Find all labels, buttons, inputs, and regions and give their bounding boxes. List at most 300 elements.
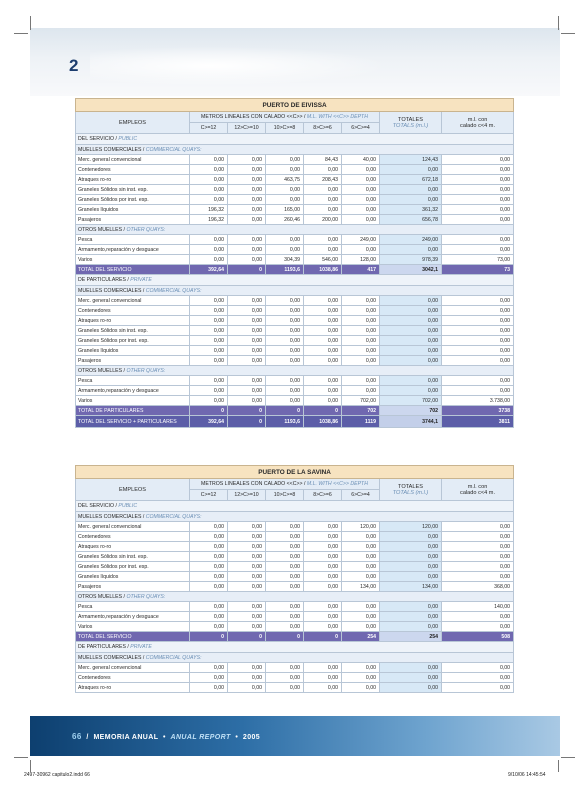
table-row [76,683,514,693]
table-cell: 0,00 [266,522,304,532]
table-row [76,376,514,386]
header-depth-c2: 12>C>=10 [228,490,266,501]
section-label [76,145,514,155]
table-cell: 140,00 [442,602,514,612]
row-label: Graneles Sólidos por inst. esp. [76,562,190,572]
header-empleos: EMPLEOS [76,112,190,134]
table-cell: 0,00 [266,296,304,306]
table-cell: 0,00 [304,673,342,683]
table-puerto-la-savina [75,465,514,693]
header-depth-c2: 12>C>=10 [228,123,266,134]
table-cell: 84,43 [304,155,342,165]
table-cell: 0,00 [442,663,514,673]
footer-title-es: MEMORIA ANUAL [93,734,159,741]
table-cell: 0,00 [266,683,304,693]
row-label: Atraques ro-ro [76,175,190,185]
table-cell: 0,00 [266,376,304,386]
header-metros [190,112,380,123]
table-cell: 208,43 [304,175,342,185]
table-cell: 0,00 [228,245,266,255]
section-label-en: PRIVATE [130,644,152,650]
table-row [76,316,514,326]
table-cell: 0,00 [442,205,514,215]
table-cell: 40,00 [342,155,380,165]
table-cell: 0,00 [304,336,342,346]
header-metros-en: M.L. WITH <<C>> DEPTH [306,114,368,120]
table-cell: 0 [228,632,266,642]
header-mlcon-1: m.l. con [467,483,488,490]
table-cell: 0,00 [342,195,380,205]
section-label [76,512,514,522]
table-cell: 0,00 [304,602,342,612]
section-label-es: MUELLES COMERCIALES / [78,146,146,153]
table-cell: 120,00 [342,522,380,532]
table-cell: 0,00 [342,346,380,356]
cell-total: 3042,1 [380,265,442,275]
section-label-es: DE PARTICULARES / [78,277,131,283]
table-cell: 0,00 [442,336,514,346]
table-cell: 0,00 [342,356,380,366]
table-cell: 0,00 [304,235,342,245]
table-cell: 0,00 [228,195,266,205]
table-cell: 0,00 [442,296,514,306]
cell-total: 656,78 [380,215,442,225]
table-cell: 0,00 [228,396,266,406]
table-cell: 0,00 [228,165,266,175]
table-cell: 165,00 [266,205,304,215]
table-cell: 0 [304,632,342,642]
table-row [76,673,514,683]
cell-total: 702 [380,406,442,416]
cell-total: 0,00 [380,195,442,205]
cell-total: 0,00 [380,336,442,346]
table-cell: 0,00 [190,622,228,632]
row-label: TOTAL DEL SERVICIO [76,265,190,275]
table-row [76,165,514,175]
table-cell: 0,00 [304,346,342,356]
row-label: Contenedores [76,673,190,683]
row-label: Pasajeros [76,582,190,592]
table-cell: 0,00 [304,195,342,205]
table-cell: 0,00 [442,376,514,386]
table-cell: 0,00 [190,572,228,582]
cell-total: 0,00 [380,356,442,366]
table-puerto-eivissa [75,98,514,428]
header-mlcon [442,112,514,134]
table-cell: 0,00 [266,612,304,622]
header-totales-en: TOTALS (m.l.) [392,122,429,129]
table-cell: 0,00 [342,673,380,683]
cell-total: 0,00 [380,673,442,683]
table-cell: 0,00 [266,663,304,673]
table-title: PUERTO DE LA SAVINA [76,466,514,479]
table-cell: 417 [342,265,380,275]
table-cell: 0,00 [442,306,514,316]
table-cell: 0,00 [266,306,304,316]
section-label [76,275,514,286]
table-cell: 0,00 [228,542,266,552]
cell-total: 0,00 [380,165,442,175]
row-label: Armamento,reparación y desguace [76,245,190,255]
cell-total: 0,00 [380,532,442,542]
section-row [76,275,514,286]
table-cell: 0,00 [266,235,304,245]
table-cell: 0,00 [304,622,342,632]
table-row [76,255,514,265]
table-cell: 0 [190,406,228,416]
table-cell: 3738 [442,406,514,416]
table-cell: 0,00 [304,296,342,306]
cell-total: 0,00 [380,326,442,336]
crop-mark [561,33,575,34]
row-label: TOTAL DEL SERVICIO + PARTICULARES [76,416,190,428]
table-cell: 196,32 [190,205,228,215]
subsection-row [76,512,514,522]
cell-total: 0,00 [380,542,442,552]
table-cell: 0,00 [228,155,266,165]
table-cell: 0,00 [342,306,380,316]
subsection-row [76,592,514,602]
table-cell: 0,00 [190,552,228,562]
row-label: Atraques ro-ro [76,542,190,552]
section-label [76,286,514,296]
table-row [76,612,514,622]
table-cell: 0,00 [442,346,514,356]
table-cell: 0,00 [442,185,514,195]
table-cell: 0,00 [190,396,228,406]
table-cell: 0 [228,265,266,275]
header-depth-c3: 10>C>=8 [266,490,304,501]
table-cell: 0,00 [190,386,228,396]
row-label: Graneles Sólidos sin inst. esp. [76,326,190,336]
crop-mark [561,757,575,758]
row-label: Pesca [76,235,190,245]
table-cell: 0,00 [442,316,514,326]
table-cell: 196,32 [190,215,228,225]
table-row [76,522,514,532]
table-cell: 0,00 [304,663,342,673]
table-cell: 0,00 [442,165,514,175]
table-cell: 0,00 [266,346,304,356]
table-cell: 0,00 [442,673,514,683]
header-depth-c3: 10>C>=8 [266,123,304,134]
table-cell: 0,00 [304,386,342,396]
table-cell: 0,00 [342,602,380,612]
table-cell: 0,00 [228,582,266,592]
table-cell: 0,00 [342,185,380,195]
table-row [76,185,514,195]
print-slug-file: 2497-30962 capitulo2.indd 66 [24,772,90,778]
table-cell: 0,00 [442,562,514,572]
table-cell: 0,00 [266,356,304,366]
row-label: Armamento,reparación y desguace [76,386,190,396]
table-cell: 0,00 [304,532,342,542]
header-row [76,112,514,123]
section-label-es: OTROS MUELLES / [78,367,127,374]
table-cell: 463,75 [266,175,304,185]
table-row [76,195,514,205]
table-cell: 0,00 [342,562,380,572]
section-label-en: COMMERCIAL QUAYS: [145,654,202,661]
table-title-row [76,466,514,479]
table-cell: 0,00 [228,175,266,185]
table-cell: 0,00 [304,552,342,562]
subsection-row [76,366,514,376]
section-label [76,225,514,235]
table-row [76,602,514,612]
table-cell: 0,00 [190,165,228,175]
table-row [76,663,514,673]
table-cell: 0,00 [442,552,514,562]
table-row [76,542,514,552]
table-cell: 0,00 [304,245,342,255]
table-cell: 0,00 [442,155,514,165]
table-cell: 702,00 [342,396,380,406]
table-cell: 0,00 [442,326,514,336]
table-cell: 0,00 [228,522,266,532]
section-label-en: COMMERCIAL QUAYS: [145,513,202,520]
row-label: Varios [76,255,190,265]
table-cell: 0,00 [304,582,342,592]
table-cell: 0,00 [228,316,266,326]
table-cell: 0,00 [228,532,266,542]
cell-total: 0,00 [380,663,442,673]
table-cell: 200,00 [304,215,342,225]
header-empleos: EMPLEOS [76,479,190,501]
header-totales-en: TOTALS (m.l.) [392,489,429,496]
table-cell: 0,00 [304,185,342,195]
table-cell: 0,00 [342,336,380,346]
section-row [76,134,514,145]
crop-mark [30,16,31,30]
crop-mark [558,16,559,30]
table-cell: 0,00 [442,522,514,532]
row-label: TOTAL DEL SERVICIO [76,632,190,642]
table-cell: 0,00 [228,572,266,582]
table-cell: 368,00 [442,582,514,592]
table-cell: 0,00 [342,326,380,336]
table-row [76,175,514,185]
row-label: Pesca [76,376,190,386]
crop-mark [30,760,31,772]
cell-total: 0,00 [380,316,442,326]
table-cell: 0,00 [304,326,342,336]
total-row [76,406,514,416]
table-cell: 0 [266,406,304,416]
table-cell: 1038,86 [304,416,342,428]
cell-total: 120,00 [380,522,442,532]
table-cell: 0,00 [228,562,266,572]
table-cell: 0,00 [442,622,514,632]
table-cell: 0,00 [304,612,342,622]
table-cell: 0,00 [304,376,342,386]
table-cell: 0,00 [190,245,228,255]
cell-total: 0,00 [380,572,442,582]
table-row [76,356,514,366]
table-cell: 3.738,00 [442,396,514,406]
table-cell: 0,00 [190,255,228,265]
table-row [76,386,514,396]
table-cell: 0,00 [228,255,266,265]
section-label-en: COMMERCIAL QUAYS: [145,287,202,294]
total-row [76,265,514,275]
row-label: Merc. general convencional [76,296,190,306]
row-label: Pasajeros [76,215,190,225]
table-cell: 0,00 [228,185,266,195]
table-cell: 0,00 [304,316,342,326]
section-label [76,592,514,602]
table-cell: 0 [228,406,266,416]
table-cell: 0,00 [442,572,514,582]
cell-total: 0,00 [380,386,442,396]
row-label: Merc. general convencional [76,663,190,673]
row-label: Graneles Sólidos por inst. esp. [76,336,190,346]
table-cell: 0,00 [190,155,228,165]
table-cell: 0,00 [228,683,266,693]
header-mlcon-2: calado c<4 m. [460,122,496,129]
row-label: Armamento,reparación y desguace [76,612,190,622]
grand-total-row [76,416,514,428]
cell-total: 249,00 [380,235,442,245]
table-row [76,235,514,245]
table-cell: 0,00 [228,602,266,612]
table-cell: 0,00 [228,205,266,215]
table-cell: 0,00 [190,663,228,673]
header-totales [380,112,442,134]
table-cell: 73 [442,265,514,275]
table-cell: 0,00 [304,572,342,582]
table-cell: 0,00 [228,356,266,366]
cell-total: 0,00 [380,612,442,622]
table-cell: 1193,6 [266,416,304,428]
table-row [76,562,514,572]
table-cell: 0,00 [228,235,266,245]
table-cell: 249,00 [342,235,380,245]
table-cell: 0,00 [304,396,342,406]
table-cell: 0,00 [266,336,304,346]
section-row [76,642,514,653]
table-cell: 0,00 [342,532,380,542]
table-cell: 0,00 [304,205,342,215]
table-cell: 0,00 [442,532,514,542]
table-cell: 0,00 [266,245,304,255]
table-cell: 0,00 [342,165,380,175]
subsection-row [76,286,514,296]
header-totales-es: TOTALES [398,116,423,123]
header-metros-es: METROS LINEALES CON CALADO <<C>> / [201,481,307,487]
table-cell: 0,00 [342,572,380,582]
table-cell: 0,00 [304,683,342,693]
table-cell: 0,00 [190,185,228,195]
table-cell: 0,00 [442,245,514,255]
print-slug-date: 9/10/06 14:45:54 [508,772,546,778]
table-cell: 0,00 [342,296,380,306]
crop-mark [558,760,559,772]
cell-total: 0,00 [380,245,442,255]
table-cell: 0 [304,406,342,416]
table-cell: 0,00 [228,622,266,632]
row-label: Atraques ro-ro [76,683,190,693]
table-cell: 0,00 [442,195,514,205]
subsection-row [76,225,514,235]
table-cell: 0,00 [304,522,342,532]
table-cell: 0,00 [266,542,304,552]
table-cell: 0,00 [190,602,228,612]
row-label: Graneles Sólidos sin inst. esp. [76,185,190,195]
cell-total: 0,00 [380,296,442,306]
table-cell: 0,00 [190,562,228,572]
table-cell: 128,00 [342,255,380,265]
table-cell: 0,00 [304,562,342,572]
table-cell: 0,00 [342,552,380,562]
table-row [76,622,514,632]
section-label-es: OTROS MUELLES / [78,226,127,233]
table-cell: 0,00 [228,673,266,683]
cell-total: 0,00 [380,376,442,386]
table-cell: 0,00 [342,386,380,396]
cell-total: 124,43 [380,155,442,165]
cell-total: 978,39 [380,255,442,265]
header-depth-c1: C>=12 [190,123,228,134]
table-cell: 0,00 [266,562,304,572]
table-cell: 0,00 [190,376,228,386]
table-cell: 0,00 [342,683,380,693]
table-row [76,552,514,562]
row-label: Merc. general convencional [76,155,190,165]
table-cell: 304,39 [266,255,304,265]
row-label: Pasajeros [76,356,190,366]
cell-total: 361,32 [380,205,442,215]
table-cell: 0,00 [266,386,304,396]
table-cell: 0,00 [190,346,228,356]
table-title-row [76,99,514,112]
table-cell: 260,46 [266,215,304,225]
row-label: Contenedores [76,306,190,316]
cell-total: 672,18 [380,175,442,185]
footer-year: 2005 [242,734,261,741]
cell-total: 0,00 [380,602,442,612]
table-cell: 0,00 [266,316,304,326]
crop-mark [14,33,28,34]
section-label-es: DE PARTICULARES / [78,644,131,650]
table-cell: 0,00 [442,386,514,396]
row-label: Atraques ro-ro [76,316,190,326]
header-metros-es: METROS LINEALES CON CALADO <<C>> / [201,114,307,120]
section-label-en: PRIVATE [130,277,152,283]
table-cell: 0,00 [190,235,228,245]
section-label [76,653,514,663]
table-cell: 0,00 [266,155,304,165]
table-cell: 0,00 [266,552,304,562]
table-cell: 546,00 [304,255,342,265]
table-cell: 0,00 [342,612,380,622]
table-cell: 0,00 [266,582,304,592]
table-cell: 0,00 [266,185,304,195]
table-cell: 0,00 [228,552,266,562]
table-cell: 0,00 [190,316,228,326]
table-cell: 0,00 [266,673,304,683]
table-cell: 0,00 [266,622,304,632]
header-depth-c4: 8>C>=6 [304,123,342,134]
row-label: Contenedores [76,532,190,542]
row-label: Graneles líquidos [76,205,190,215]
table-row [76,296,514,306]
table-row [76,572,514,582]
footer-title-en: ANUAL REPORT [170,734,231,741]
table-cell: 0,00 [228,376,266,386]
row-label: Varios [76,622,190,632]
table-cell: 0,00 [342,316,380,326]
